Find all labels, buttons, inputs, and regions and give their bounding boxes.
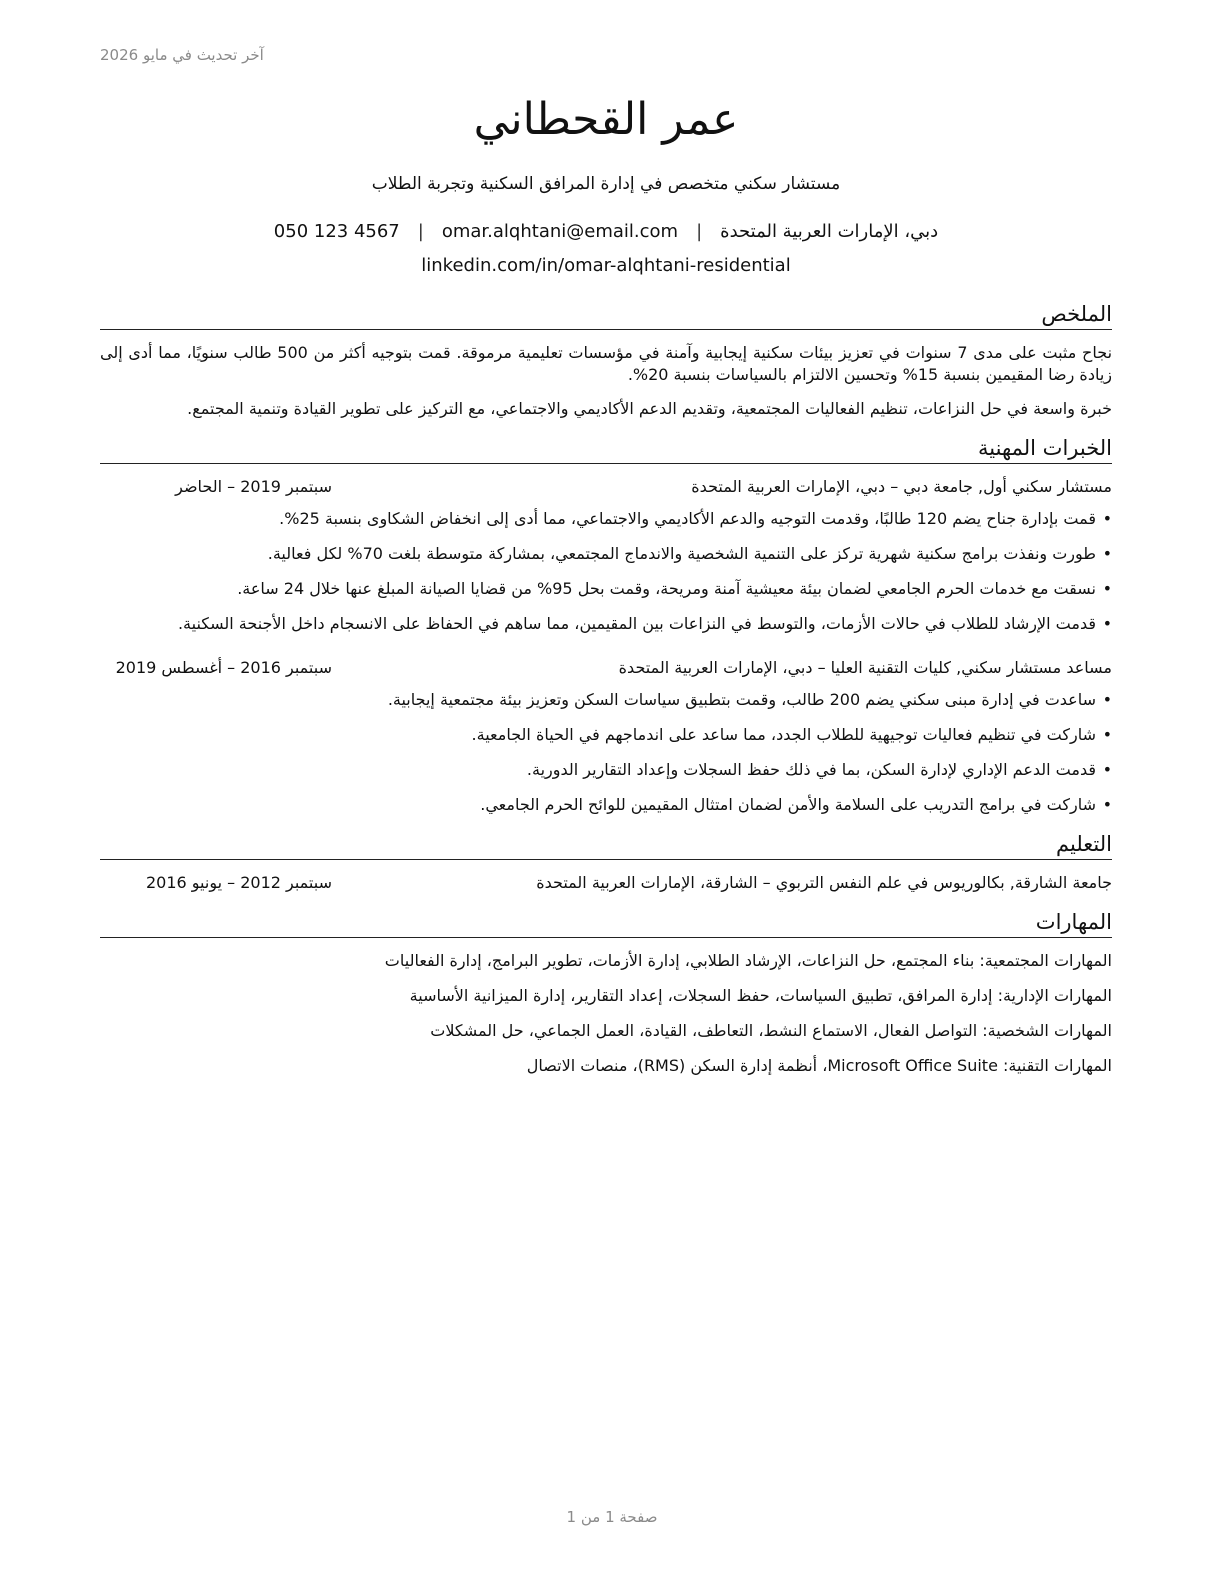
skills-line: المهارات التقنية: Microsoft Office Suite، أنظمة إدارة السكن (RMS)، منصات الاتصال (526, 1056, 1112, 1075)
summary-paragraph: نجاح مثبت على مدى 7 سنوات في تعزيز بيئات سكنية إيجابية وآمنة في مؤسسات تعليمية مرموقة. قمت بتوجيه أكثر من 500 طالب سنويًا، مما أدى إلى زيادة رضا المقيمين بنسبة 15% وتحسين الالتزام بالسياسات بنسبة 20%. (100, 343, 1113, 384)
list-item: • قمت بإدارة جناح يضم 120 طالبًا، وقدمت التوجيه والدعم الأكاديمي والاجتماعي، مما أدى إلى انخفاض الشكاوى بنسبة 25%. (279, 509, 1112, 528)
bullet-icon: • (1102, 795, 1112, 814)
page-number: صفحة 1 من 1 (566, 1508, 658, 1526)
bullet-icon: • (1102, 614, 1112, 633)
contact-line (100, 220, 1112, 244)
resume-page (100, 90, 1112, 1090)
education-section (100, 830, 1112, 894)
skills-line: المهارات الإدارية: إدارة المرافق، تطبيق السياسات، حفظ السجلات، إعداد التقارير، إدارة الميزانية الأساسية (409, 986, 1112, 1005)
bullet-icon: • (1102, 690, 1112, 709)
bullet-icon: • (1102, 544, 1112, 563)
job-header (100, 476, 1112, 498)
list-item: • طورت ونفذت برامج سكنية شهرية تركز على التنمية الشخصية والاندماج المجتمعي، بمشاركة متوسطة بلغت 70% لكل فعالية. (267, 544, 1112, 563)
bullet-icon: • (1102, 579, 1112, 598)
job-title: مستشار سكني أول, جامعة دبي – دبي، الإمارات العربية المتحدة (691, 477, 1112, 496)
job-dates: سبتمبر 2019 – الحاضر (175, 477, 332, 496)
candidate-name: عمر القحطاني (473, 94, 739, 145)
skills-section (100, 908, 1112, 1077)
summary-section (100, 300, 1112, 420)
phone-number: 050 123 4567 (273, 221, 400, 242)
summary-paragraph: خبرة واسعة في حل النزاعات، تنظيم الفعاليات المجتمعية، وتقديم الدعم الأكاديمي والاجتماعي، مع التركيز على تطوير القيادة وتنمية المجتمع. (187, 399, 1112, 418)
education-entry (100, 872, 1112, 894)
bullet-icon: • (1102, 725, 1112, 744)
contact-separator: | (696, 221, 703, 242)
section-title-experience: الخبرات المهنية (100, 434, 1112, 464)
job-bullets (100, 689, 1112, 816)
list-item: • شاركت في برامج التدريب على السلامة والأمن لضمان امتثال المقيمين للوائح الحرم الجامعي. (480, 795, 1112, 814)
job-header (100, 657, 1112, 679)
section-title-skills: المهارات (100, 908, 1112, 938)
education-dates: سبتمبر 2012 – يونيو 2016 (145, 873, 332, 892)
candidate-subtitle: مستشار سكني متخصص في إدارة المرافق السكنية وتجربة الطلاب (371, 174, 841, 194)
list-item: • نسقت مع خدمات الحرم الجامعي لضمان بيئة معيشية آمنة ومريحة، وقمت بحل 95% من قضايا الصيانة المبلغ عنها خلال 24 ساعة. (237, 579, 1112, 598)
location-text: دبي، الإمارات العربية المتحدة (720, 221, 939, 242)
skills-line: المهارات المجتمعية: بناء المجتمع، حل النزاعات، الإرشاد الطلابي، إدارة الأزمات، تطوير البرامج، إدارة الفعاليات (384, 951, 1112, 970)
section-title-education: التعليم (100, 830, 1112, 860)
job-entry (100, 657, 1112, 816)
job-bullets (100, 508, 1112, 635)
email-link[interactable]: omar.alqhtani@email.com (441, 221, 679, 242)
skills-line: المهارات الشخصية: التواصل الفعال، الاستماع النشط، التعاطف، القيادة، العمل الجماعي، حل المشكلات (430, 1021, 1112, 1040)
job-entry (100, 476, 1112, 635)
bullet-icon: • (1102, 760, 1112, 779)
section-title-summary: الملخص (100, 300, 1112, 330)
list-item: • ساعدت في إدارة مبنى سكني يضم 200 طالب، وقمت بتطبيق سياسات السكن وتعزيز بيئة مجتمعية إيجابية. (387, 690, 1112, 709)
list-item: • قدمت الدعم الإداري لإدارة السكن، بما في ذلك حفظ السجلات وإعداد التقارير الدورية. (526, 760, 1112, 779)
job-title: مساعد مستشار سكني, كليات التقنية العليا – دبي، الإمارات العربية المتحدة (618, 658, 1112, 677)
list-item: • شاركت في تنظيم فعاليات توجيهية للطلاب الجدد، مما ساعد على اندماجهم في الحياة الجامعية. (471, 725, 1112, 744)
list-item: • قدمت الإرشاد للطلاب في حالات الأزمات، والتوسط في النزاعات بين المقيمين، مما ساهم في الحفاظ على الانسجام داخل الأجنحة السكنية. (177, 614, 1112, 633)
education-degree: جامعة الشارقة, بكالوريوس في علم النفس التربوي – الشارقة، الإمارات العربية المتحدة (536, 873, 1112, 892)
last-updated-note: آخر تحديث في مايو 2026 (100, 46, 264, 64)
experience-section (100, 434, 1112, 816)
job-dates: سبتمبر 2016 – أغسطس 2019 (115, 658, 332, 677)
bullet-icon: • (1102, 509, 1112, 528)
contact-separator: | (417, 221, 424, 242)
linkedin-link[interactable]: linkedin.com/in/omar-alqhtani-residential (421, 255, 791, 276)
